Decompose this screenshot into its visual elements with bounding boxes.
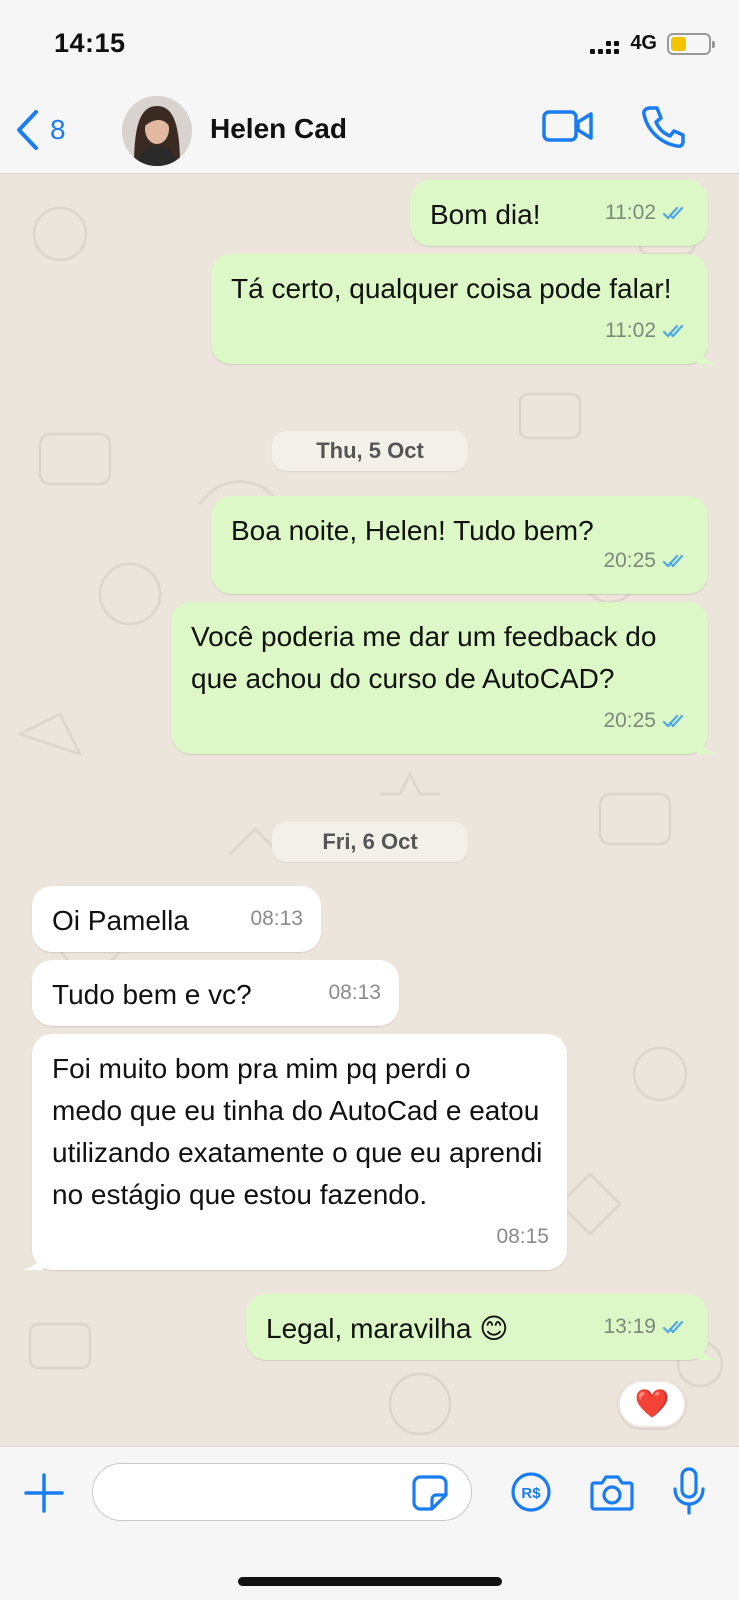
- message-meta: [603, 1306, 690, 1348]
- message-meta: [605, 310, 690, 352]
- message-text: Foi muito bom pra mim pq perdi o medo que eu tinha do AutoCad e eatou utilizando exatamente o que eu aprendi no estágio que estou fazendo.: [52, 1053, 543, 1210]
- network-type: 4G: [630, 32, 657, 54]
- message-meta: [328, 972, 381, 1014]
- message-time: 20:25: [603, 709, 656, 732]
- back-button[interactable]: [14, 108, 66, 152]
- message-text: Você poderia me dar um feedback do que achou do curso de AutoCAD?: [191, 621, 657, 694]
- message-time: 11:02: [605, 319, 656, 342]
- message-meta: [250, 898, 303, 940]
- message-text: Legal, maravilha 😊: [266, 1313, 509, 1344]
- input-bar: [0, 1446, 739, 1600]
- message-meta: [603, 700, 690, 742]
- message-outgoing[interactable]: [410, 180, 708, 246]
- bubble-tail: [23, 1248, 43, 1270]
- unread-count: 8: [50, 114, 66, 145]
- message-time: 13:19: [603, 1315, 656, 1338]
- video-camera-icon: [542, 106, 594, 146]
- message-outgoing[interactable]: [246, 1294, 708, 1360]
- status-indicators: [590, 32, 711, 55]
- date-separator: Thu, 5 Oct: [272, 431, 468, 471]
- message-time: 11:02: [605, 201, 656, 224]
- message-text: Tudo bem e vc?: [52, 979, 252, 1010]
- message-outgoing[interactable]: [211, 254, 708, 364]
- read-ticks-icon: [662, 553, 690, 569]
- phone-icon: [640, 104, 686, 150]
- message-incoming[interactable]: [32, 960, 399, 1026]
- camera-icon: [590, 1473, 634, 1511]
- message-text: Bom dia!: [430, 199, 541, 230]
- heart-reaction[interactable]: [618, 1380, 686, 1428]
- message-incoming[interactable]: [32, 886, 321, 952]
- read-ticks-icon: [662, 713, 690, 729]
- message-text: Boa noite, Helen! Tudo bem?: [231, 515, 594, 546]
- sticker-button[interactable]: [412, 1475, 448, 1516]
- bubble-tail: [697, 732, 717, 754]
- message-meta: [605, 192, 690, 234]
- message-text: Oi Pamella: [52, 905, 189, 936]
- bubble-tail: [697, 342, 717, 364]
- battery-icon: [667, 33, 711, 55]
- chevron-left-icon: [14, 108, 40, 152]
- read-ticks-icon: [662, 205, 690, 221]
- date-separator: Fri, 6 Oct: [272, 822, 468, 862]
- message-time: 08:13: [328, 981, 381, 1004]
- camera-button[interactable]: [590, 1473, 634, 1516]
- message-outgoing[interactable]: [171, 602, 708, 754]
- payment-icon: [510, 1471, 552, 1513]
- microphone-button[interactable]: [672, 1467, 706, 1520]
- home-indicator: [238, 1577, 502, 1586]
- attach-button[interactable]: [24, 1473, 64, 1518]
- sticker-icon: [412, 1475, 448, 1511]
- chat-header: [0, 88, 739, 174]
- video-call-button[interactable]: [542, 106, 594, 151]
- payment-button[interactable]: [510, 1471, 552, 1518]
- message-time: 08:13: [250, 907, 303, 930]
- status-time: 14:15: [54, 28, 126, 58]
- message-meta: [603, 540, 690, 582]
- bubble-tail: [697, 1338, 717, 1360]
- voice-call-button[interactable]: [640, 104, 686, 155]
- read-ticks-icon: [662, 323, 690, 339]
- contact-name[interactable]: Helen Cad: [210, 113, 347, 144]
- signal-icon: [590, 33, 620, 55]
- heart-icon: ❤️: [634, 1388, 670, 1419]
- microphone-icon: [672, 1467, 706, 1515]
- read-ticks-icon: [662, 1319, 690, 1335]
- message-incoming[interactable]: [32, 1034, 567, 1270]
- message-outgoing[interactable]: [211, 496, 708, 594]
- message-time: 20:25: [603, 549, 656, 572]
- message-text: Tá certo, qualquer coisa pode falar!: [231, 273, 672, 304]
- avatar[interactable]: [122, 96, 192, 166]
- message-time: 08:15: [496, 1225, 549, 1248]
- message-meta: [496, 1216, 549, 1258]
- plus-icon: [24, 1473, 64, 1513]
- chat-area[interactable]: [0, 174, 739, 1446]
- svg-text:R$: R$: [521, 1485, 541, 1502]
- status-bar: [0, 0, 739, 88]
